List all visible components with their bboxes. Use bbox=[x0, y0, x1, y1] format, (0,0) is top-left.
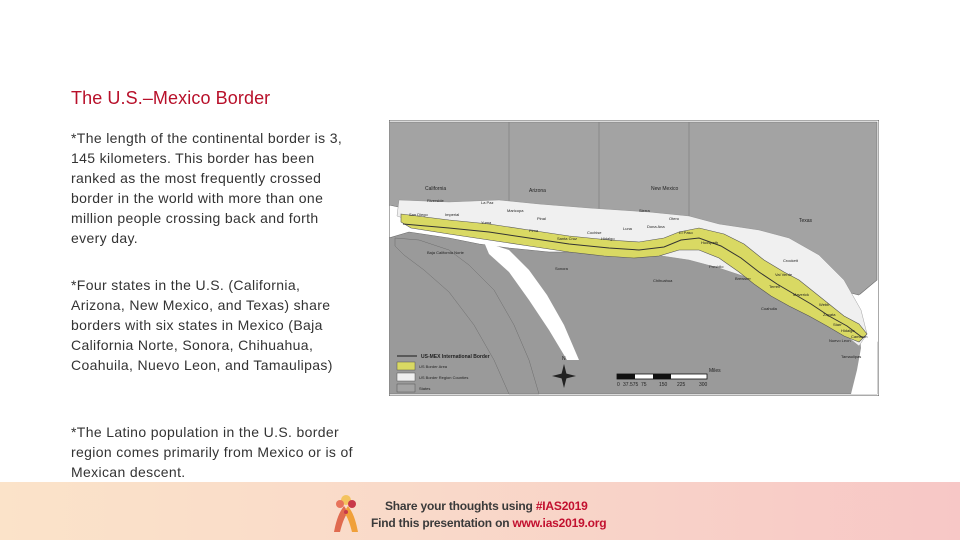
svg-text:Coahuila: Coahuila bbox=[761, 306, 777, 311]
svg-text:Miles: Miles bbox=[709, 368, 721, 374]
svg-text:Imperial: Imperial bbox=[445, 212, 460, 217]
svg-text:Cochise: Cochise bbox=[587, 230, 602, 235]
svg-text:Presidio: Presidio bbox=[709, 264, 724, 269]
svg-text:Hidalgo: Hidalgo bbox=[601, 236, 615, 241]
footer-find-text: Find this presentation on www.ias2019.org bbox=[371, 516, 607, 530]
svg-text:El Paso: El Paso bbox=[679, 230, 693, 235]
svg-text:Chihuahua: Chihuahua bbox=[653, 278, 673, 283]
svg-text:Sonora: Sonora bbox=[555, 266, 568, 271]
svg-text:37.575: 37.575 bbox=[623, 382, 639, 388]
svg-text:Sierra: Sierra bbox=[639, 208, 650, 213]
hashtag-link[interactable]: #IAS2019 bbox=[535, 499, 588, 513]
svg-text:Nuevo Leon: Nuevo Leon bbox=[829, 338, 851, 343]
svg-text:Val Verde: Val Verde bbox=[775, 272, 793, 277]
awareness-ribbon-icon bbox=[326, 488, 366, 534]
svg-text:Otero: Otero bbox=[669, 216, 680, 221]
svg-text:California: California bbox=[425, 186, 447, 192]
slide-title: The U.S.–Mexico Border bbox=[71, 88, 271, 108]
svg-text:Arizona: Arizona bbox=[529, 188, 546, 194]
svg-text:300: 300 bbox=[699, 382, 708, 388]
svg-text:Zapata: Zapata bbox=[823, 312, 836, 317]
svg-text:Pima: Pima bbox=[529, 228, 539, 233]
legend-item-states: States bbox=[419, 386, 431, 391]
svg-text:0: 0 bbox=[617, 382, 620, 388]
svg-text:Webb: Webb bbox=[819, 302, 830, 307]
svg-text:Brewster: Brewster bbox=[735, 276, 751, 281]
legend-title: US-MEX International Border bbox=[421, 354, 490, 360]
svg-text:N: N bbox=[562, 356, 566, 362]
svg-text:Hidalgo: Hidalgo bbox=[841, 328, 855, 333]
svg-text:Maverick: Maverick bbox=[793, 292, 810, 297]
legend-item-border-counties: US Border Region Counties bbox=[419, 375, 469, 380]
paragraph-latino-population: *The Latino population in the U.S. border region comes primarily from Mexico or is of Mexican descent. bbox=[71, 424, 353, 480]
svg-text:Terrell: Terrell bbox=[769, 284, 780, 289]
svg-text:Santa Cruz: Santa Cruz bbox=[557, 236, 578, 241]
svg-text:Texas: Texas bbox=[799, 218, 813, 224]
paragraph-border-length: *The length of the continental border is 3, 145 kilometers. This border has been ranked as the most frequently crossed border in the world with more than one million people crossing back and forth every day. bbox=[71, 130, 343, 246]
svg-text:150: 150 bbox=[659, 382, 668, 388]
svg-text:Dona Ana: Dona Ana bbox=[647, 224, 665, 229]
svg-text:Baja California Norte: Baja California Norte bbox=[427, 250, 464, 255]
website-link[interactable]: www.ias2019.org bbox=[512, 516, 607, 530]
svg-text:Pinal: Pinal bbox=[537, 216, 546, 221]
svg-text:New Mexico: New Mexico bbox=[651, 186, 679, 192]
legend-item-border-area: US Border Area bbox=[419, 364, 448, 369]
paragraph-border-states: *Four states in the U.S. (California, Arizona, New Mexico, and Texas) share borders with six states in Mexico (Baja California Norte, Sonora, Chihuahua, Coahuila, Nuevo Leon, and Tamaulipas) bbox=[71, 277, 333, 373]
svg-text:225: 225 bbox=[677, 382, 686, 388]
svg-text:75: 75 bbox=[641, 382, 647, 388]
us-mexico-border-map bbox=[389, 120, 879, 396]
svg-text:Tamaulipas: Tamaulipas bbox=[841, 354, 862, 359]
svg-text:Crockett: Crockett bbox=[783, 258, 798, 263]
svg-text:Riverside: Riverside bbox=[427, 198, 444, 203]
svg-text:Cameron: Cameron bbox=[851, 334, 868, 339]
svg-text:Hudspeth: Hudspeth bbox=[701, 240, 719, 245]
svg-text:Yuma: Yuma bbox=[481, 220, 492, 225]
svg-text:Starr: Starr bbox=[833, 322, 842, 327]
svg-text:Luna: Luna bbox=[623, 226, 632, 231]
svg-text:San Diego: San Diego bbox=[409, 212, 428, 217]
footer-share-text: Share your thoughts using #IAS2019 bbox=[385, 499, 588, 513]
svg-text:Maricopa: Maricopa bbox=[507, 208, 524, 213]
svg-text:La Paz: La Paz bbox=[481, 200, 494, 205]
